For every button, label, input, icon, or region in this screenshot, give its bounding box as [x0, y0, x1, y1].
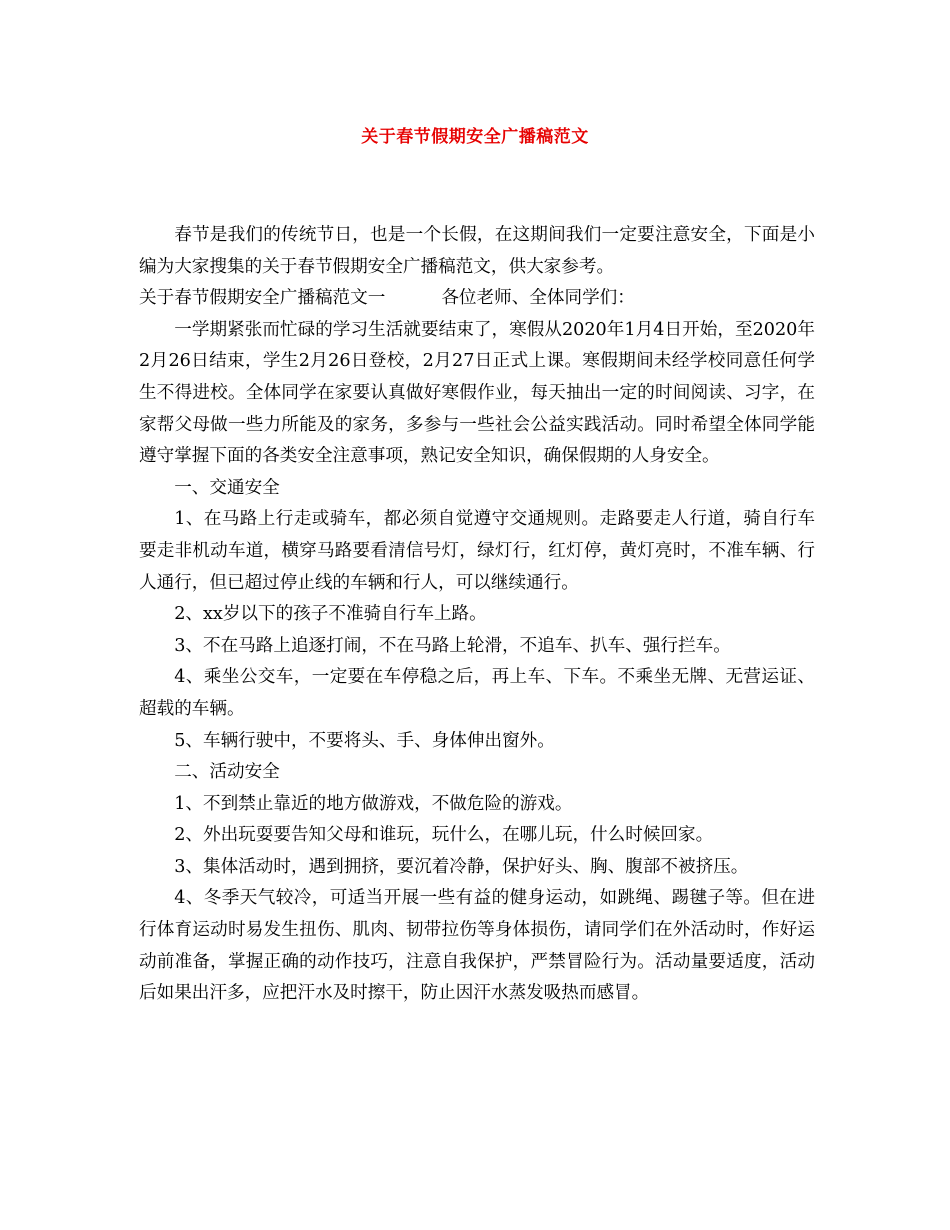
document-body	[139, 220, 815, 1010]
traffic-item-3: 3、不在马路上追逐打闹，不在马路上轮滑，不追车、扒车、强行拦车。	[174, 635, 731, 656]
heading-activity-safety: 二、活动安全	[174, 762, 280, 783]
intro-paragraph: 春节是我们的传统节日，也是一个长假，在这期间我们一定要注意安全，下面是小编为大家搜集的关于春节假期安全广播稿范文，供大家参考。	[139, 225, 815, 277]
traffic-item-2: 2、xx岁以下的孩子不准骑自行车上路。	[174, 604, 487, 625]
traffic-item-5: 5、车辆行驶中，不要将头、手、身体伸出窗外。	[174, 730, 555, 751]
activity-item-2: 2、外出玩耍要告知父母和谁玩，玩什么，在哪儿玩，什么时候回家。	[174, 825, 714, 846]
section-heading: 关于春节假期安全广播稿范文一	[139, 288, 386, 309]
section-heading-line	[139, 283, 815, 315]
activity-item-4: 4、冬季天气较冷，可适当开展一些有益的健身运动，如跳绳、踢毽子等。但在进行体育运动时易发生扭伤、肌肉、韧带拉伤等身体损伤，请同学们在外活动时，作好运动前准备，掌握正确的动作技巧，注意自我保护，严禁冒险行为。活动量要适度，活动后如果出汗多，应把汗水及时擦干，防止因汗水蒸发吸热而感冒。	[139, 888, 815, 1004]
activity-item-1: 1、不到禁止靠近的地方做游戏，不做危险的游戏。	[174, 793, 573, 814]
traffic-item-1: 1、在马路上行走或骑车，都必须自觉遵守交通规则。走路要走人行道，骑自行车要走非机动车道，横穿马路要看清信号灯，绿灯行，红灯停，黄灯亮时，不准车辆、行人通行，但已超过停止线的车辆和行人，可以继续通行。	[139, 509, 815, 593]
traffic-item-4: 4、乘坐公交车，一定要在车停稳之后，再上车、下车。不乘坐无牌、无营运证、超载的车辆。	[139, 667, 815, 719]
paragraph-opening: 一学期紧张而忙碌的学习生活就要结束了，寒假从2020年1月4日开始，至2020年2月26日结束，学生2月26日登校，2月27日正式上课。寒假期间未经学校同意任何学生不得进校。全体同学在家要认真做好寒假作业，每天抽出一定的时间阅读、习字，在家帮父母做一些力所能及的家务，多参与一些社会公益实践活动。同时希望全体同学能遵守掌握下面的各类安全注意事项，熟记安全知识，确保假期的人身安全。	[139, 319, 815, 467]
greeting: 各位老师、全体同学们：	[441, 288, 635, 309]
document-title: 关于春节假期安全广播稿范文	[361, 127, 589, 147]
activity-item-3: 3、集体活动时，遇到拥挤，要沉着冷静，保护好头、胸、腹部不被挤压。	[174, 856, 749, 877]
heading-traffic-safety: 一、交通安全	[174, 477, 280, 498]
